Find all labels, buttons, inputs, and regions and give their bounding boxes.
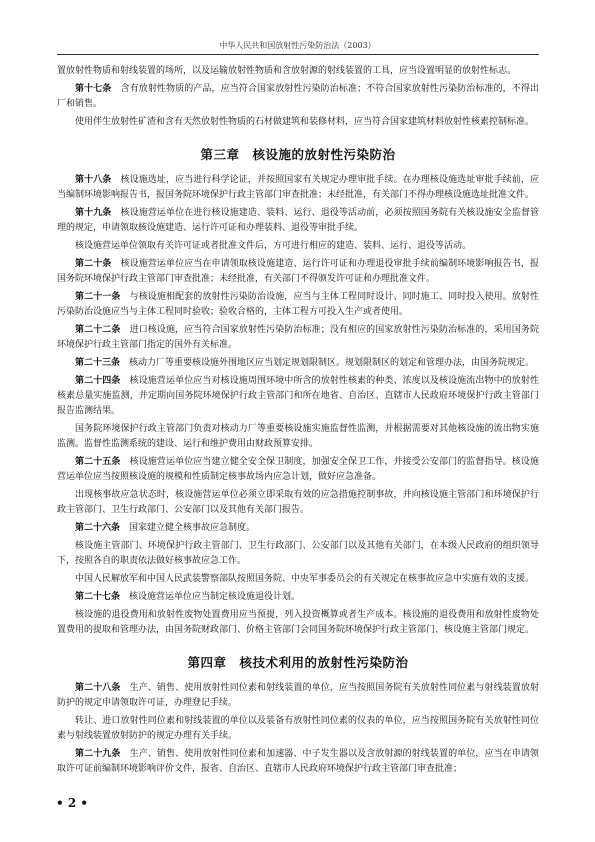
paragraph-text: 与核设施相配套的放射性污染防治设施，应当与主体工程同时设计、同时施工、同时投入使用。放射性污染防治设施应当与主体工程同时验收；验收合格的，主体工程方可投入生产或者使用。	[57, 292, 539, 317]
running-header: 中华人民共和国放射性污染防治法（2003）	[219, 41, 376, 50]
body-paragraph	[57, 488, 539, 518]
paragraph-text: 含有放射性物质的产品，应当符合国家放射性污染防治标准；不符合国家放射性污染防治标准的，不得出厂和销售。	[57, 84, 539, 109]
body-paragraph	[57, 239, 539, 254]
article-paragraph	[57, 374, 539, 419]
article-paragraph	[57, 455, 539, 485]
article-number: 第十七条	[75, 84, 112, 94]
body-paragraph	[57, 714, 539, 744]
article-number: 第二十四条	[75, 376, 121, 386]
paragraph-text: 置放射性物质和射线装置的场所，以及运输放射性物质和含放射源的射线装置的工具，应当设置明显的放射性标志。	[57, 66, 517, 76]
article-paragraph	[57, 356, 539, 371]
article-paragraph	[57, 747, 539, 777]
paragraph-text: 核设施的退役费用和放射性废物处置费用应当预提，列入投资概算或者生产成本。核设施的退役费用和放射性废物处置费用的提取和管理办法，由国务院财政部门、价格主管部门会同国务院环境保护行政主管部门、核设施主管部门规定。	[57, 610, 539, 635]
paragraph-text: 使用伴生放射性矿渣和含有天然放射性物质的石材做建筑和装修材料，应当符合国家建筑材料放射性核素控制标准。	[75, 117, 535, 127]
paragraph-text: 核设施主管部门、环境保护行政主管部门、卫生行政部门、公安部门以及其他有关部门，在本级人民政府的组织领导下，按照各自的职责依法做好核事故应急工作。	[57, 541, 539, 566]
article-paragraph	[57, 521, 539, 536]
paragraph-text: 核设施营运单位应当对核设施周围环境中所含的放射性核素的种类、浓度以及核设施流出物中的放射性核素总量实施监测，并定期向国务院环境保护行政主管部门和所在地省、自治区、直辖市人民政府环境保护行政主管部门报告监测结果。	[57, 376, 539, 416]
paragraph-text: 进口核设施，应当符合国家放射性污染防治标准；没有相应的国家放射性污染防治标准的，采用国务院环境保护行政主管部门指定的国外有关标准。	[57, 325, 539, 350]
paragraph-text: 核设施营运单位应当在申请领取核设施建造、运行许可证和办理退役审批手续前编制环境影响报告书，报国务院环境保护行政主管部门审查批准；未经批准，有关部门不得颁发许可证和办理批准文件。	[57, 259, 539, 284]
paragraph-text: 核设施营运单位在进行核设施建造、装料、运行、退役等活动前，必须按照国务院有关核设施安全监督管理的规定，申请领取核设施建造、运行许可证和办理装料、退役等审批手续。	[57, 208, 539, 233]
body-paragraph	[57, 572, 539, 587]
article-paragraph	[57, 290, 539, 320]
paragraph-text: 核设施营运单位应当制定核设施退役计划。	[129, 592, 301, 602]
article-number: 第十八条	[75, 175, 112, 185]
article-number: 第二十九条	[75, 749, 121, 759]
article-number: 第二十七条	[75, 592, 121, 602]
article-number: 第二十八条	[75, 683, 121, 693]
article-number: 第二十三条	[75, 358, 121, 368]
body-paragraph	[57, 115, 539, 130]
article-paragraph	[57, 681, 539, 711]
paragraph-text: 核设施选址，应当进行科学论证，并按照国家有关规定办理审批手续。在办理核设施选址审批手续前，应当编制环境影响报告书，报国务院环境保护行政主管部门审查批准；未经批准，有关部门不得办理核设施选址批准文件。	[57, 175, 539, 200]
article-number: 第二十二条	[75, 325, 121, 335]
article-number: 第十九条	[75, 208, 112, 218]
body-paragraph	[57, 539, 539, 569]
chapter-heading: 第四章 核技术利用的放射性污染防治	[187, 655, 409, 670]
paragraph-text: 生产、销售、使用放射性同位素和加速器、中子发生器以及含放射源的射线装置的单位，应当在申请领取许可证前编制环境影响评价文件，报省、自治区、直辖市人民政府环境保护行政主管部门审查批准；	[57, 749, 539, 774]
body-paragraph	[57, 608, 539, 638]
paragraph-text: 核设施营运单位应当建立健全安全保卫制度，加强安全保卫工作，并接受公安部门的监督指导。核设施营运单位应当按照核设施的规模和性质制定核事故场内应急计划，做好应急准备。	[57, 457, 539, 482]
article-number: 第二十条	[75, 259, 112, 269]
article-number: 第二十五条	[75, 457, 121, 467]
article-paragraph	[57, 323, 539, 353]
article-paragraph	[57, 206, 539, 236]
page-number: • 2 •	[56, 796, 89, 810]
paragraph-text: 核设施营运单位领取有关许可证或者批准文件后，方可进行相应的建造、装料、运行、退役等活动。	[75, 241, 472, 251]
document-body	[57, 64, 539, 780]
article-paragraph	[57, 82, 539, 112]
article-paragraph	[57, 257, 539, 287]
paragraph-text: 出现核事故应急状态时，核设施营运单位必须立即采取有效的应急措施控制事故，并向核设施主管部门和环境保护行政主管部门、卫生行政部门、公安部门以及其他有关部门报告。	[57, 490, 539, 515]
body-paragraph	[57, 64, 539, 79]
article-number: 第二十六条	[75, 523, 121, 533]
article-paragraph	[57, 590, 539, 605]
chapter-heading: 第三章 核设施的放射性污染防治	[200, 147, 396, 162]
paragraph-text: 核动力厂等重要核设施外围地区应当划定规划限制区。规划限制区的划定和管理办法，由国务院规定。	[129, 358, 535, 368]
header-rule	[57, 54, 539, 55]
article-number: 第二十一条	[75, 292, 121, 302]
paragraph-text: 生产、销售、使用放射性同位素和射线装置的单位，应当按照国务院有关放射性同位素与射线装置放射防护的规定申请领取许可证，办理登记手续。	[57, 683, 539, 708]
body-paragraph	[57, 422, 539, 452]
article-paragraph	[57, 173, 539, 203]
paragraph-text: 国务院环境保护行政主管部门负责对核动力厂等重要核设施实施监督性监测，并根据需要对其他核设施的流出物实施监测。监督性监测系统的建设、运行和维护费用由财政预算安排。	[57, 424, 539, 449]
paragraph-text: 中国人民解放军和中国人民武装警察部队按照国务院、中央军事委员会的有关规定在核事故应急中实施有效的支援。	[75, 574, 535, 584]
paragraph-text: 转让、进口放射性同位素和射线装置的单位以及装备有放射性同位素的仪表的单位，应当按照国务院有关放射性同位素与射线装置放射防护的规定办理有关手续。	[57, 716, 539, 741]
paragraph-text: 国家建立健全核事故应急制度。	[129, 523, 256, 533]
